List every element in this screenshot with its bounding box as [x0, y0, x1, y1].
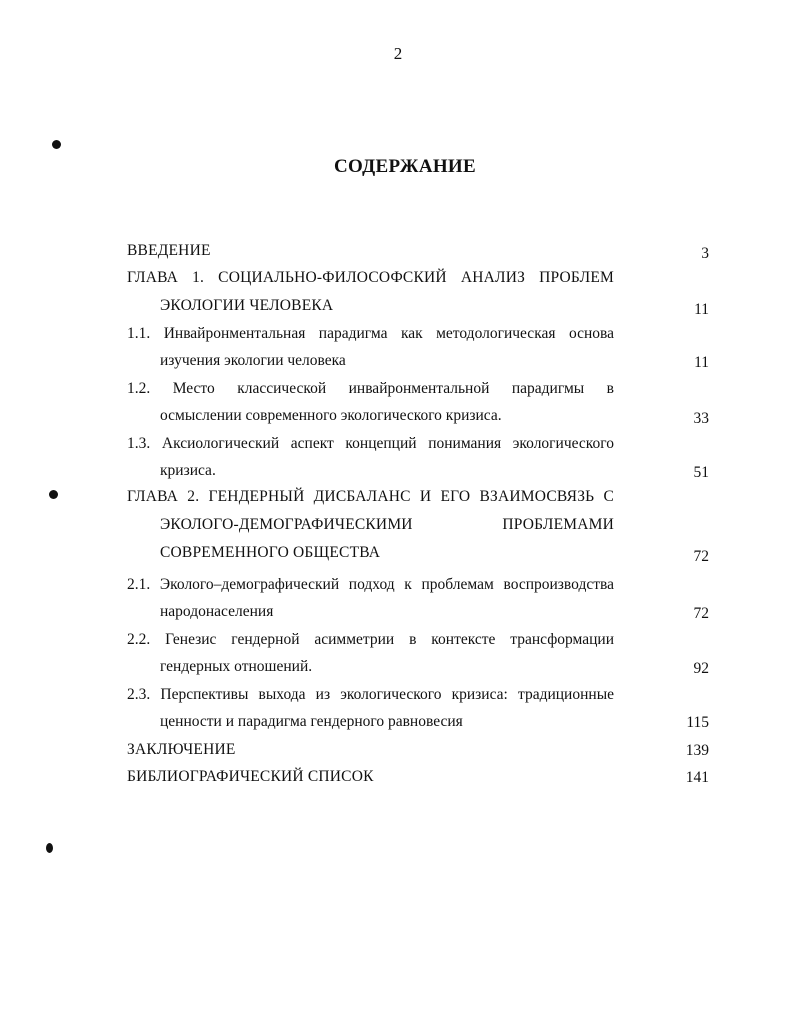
toc-entry-page: 139	[685, 742, 709, 759]
toc-entry-chapter-1	[127, 269, 717, 325]
page-title: СОДЕРЖАНИЕ	[334, 156, 476, 177]
toc-entry-chapter-2	[127, 488, 717, 576]
toc-entry-title: 1.2. Место классической инвайронментальной парадигмы в	[127, 380, 614, 397]
toc-entry-page: 92	[693, 660, 709, 677]
toc-entry-section-1-3	[127, 435, 717, 488]
toc-entry-title: ЗАКЛЮЧЕНИЕ	[127, 741, 236, 758]
toc-entry-section-2-3	[127, 686, 717, 741]
toc-entry-bibliography	[127, 768, 717, 795]
toc-entry-conclusion	[127, 741, 717, 768]
toc-entry-title-continued: изучения экологии человека	[160, 352, 346, 369]
toc-entry-title: 2.1. Эколого–демографический подход к проблемам воспроизводства	[127, 576, 614, 593]
toc-entry-section-1-1	[127, 325, 717, 380]
toc-entry-section-1-2	[127, 380, 717, 435]
toc-entry-title-continued: ЭКОЛОГИИ ЧЕЛОВЕКА	[160, 297, 334, 314]
toc-entry-title-continued: осмыслении современного экологического кризиса.	[160, 407, 502, 424]
page-number: 2	[393, 44, 403, 63]
toc-entry-title: 2.3. Перспективы выхода из экологического кризиса: традиционные	[127, 686, 614, 703]
toc-entry-title: 1.1. Инвайронментальная парадигма как методологическая основа	[127, 325, 614, 342]
toc-entry-title: ГЛАВА 1. СОЦИАЛЬНО-ФИЛОСОФСКИЙ АНАЛИЗ ПРОБЛЕМ	[127, 269, 614, 286]
binding-hole-mark	[49, 490, 58, 499]
toc-entry-title: ГЛАВА 2. ГЕНДЕРНЫЙ ДИСБАЛАНС И ЕГО ВЗАИМОСВЯЗЬ С	[127, 488, 614, 505]
toc-entry-page: 72	[693, 605, 709, 622]
toc-entry-page: 51	[693, 464, 709, 481]
toc-entry-title-continued: народонаселения	[160, 603, 274, 620]
toc-entry-page: 33	[693, 410, 709, 427]
toc-entry-page: 11	[694, 301, 709, 318]
table-of-contents	[127, 242, 717, 795]
toc-entry-title: ВВЕДЕНИЕ	[127, 242, 211, 259]
toc-entry-title: 1.3. Аксиологический аспект концепций понимания экологического	[127, 435, 614, 452]
binding-hole-mark	[52, 140, 61, 149]
toc-entry-introduction	[127, 242, 717, 269]
toc-entry-title-continued: ЭКОЛОГО-ДЕМОГРАФИЧЕСКИМИ ПРОБЛЕМАМИ	[160, 516, 614, 533]
binding-hole-mark	[46, 843, 53, 853]
toc-entry-page: 115	[686, 714, 709, 731]
toc-entry-page: 11	[694, 354, 709, 371]
toc-entry-page: 3	[701, 245, 709, 262]
toc-entry-title-continued: СОВРЕМЕННОГО ОБЩЕСТВА	[160, 544, 381, 561]
toc-entry-title-continued: гендерных отношений.	[160, 658, 313, 675]
toc-entry-title: 2.2. Генезис гендерной асимметрии в контексте трансформации	[127, 631, 614, 648]
toc-entry-title-continued: кризиса.	[160, 462, 216, 479]
toc-entry-page: 141	[685, 769, 709, 786]
toc-entry-page: 72	[693, 548, 709, 565]
toc-entry-section-2-2	[127, 631, 717, 686]
toc-entry-section-2-1	[127, 576, 717, 631]
toc-entry-title: БИБЛИОГРАФИЧЕСКИЙ СПИСОК	[127, 768, 374, 785]
toc-entry-title-continued: ценности и парадигма гендерного равновесия	[160, 713, 463, 730]
